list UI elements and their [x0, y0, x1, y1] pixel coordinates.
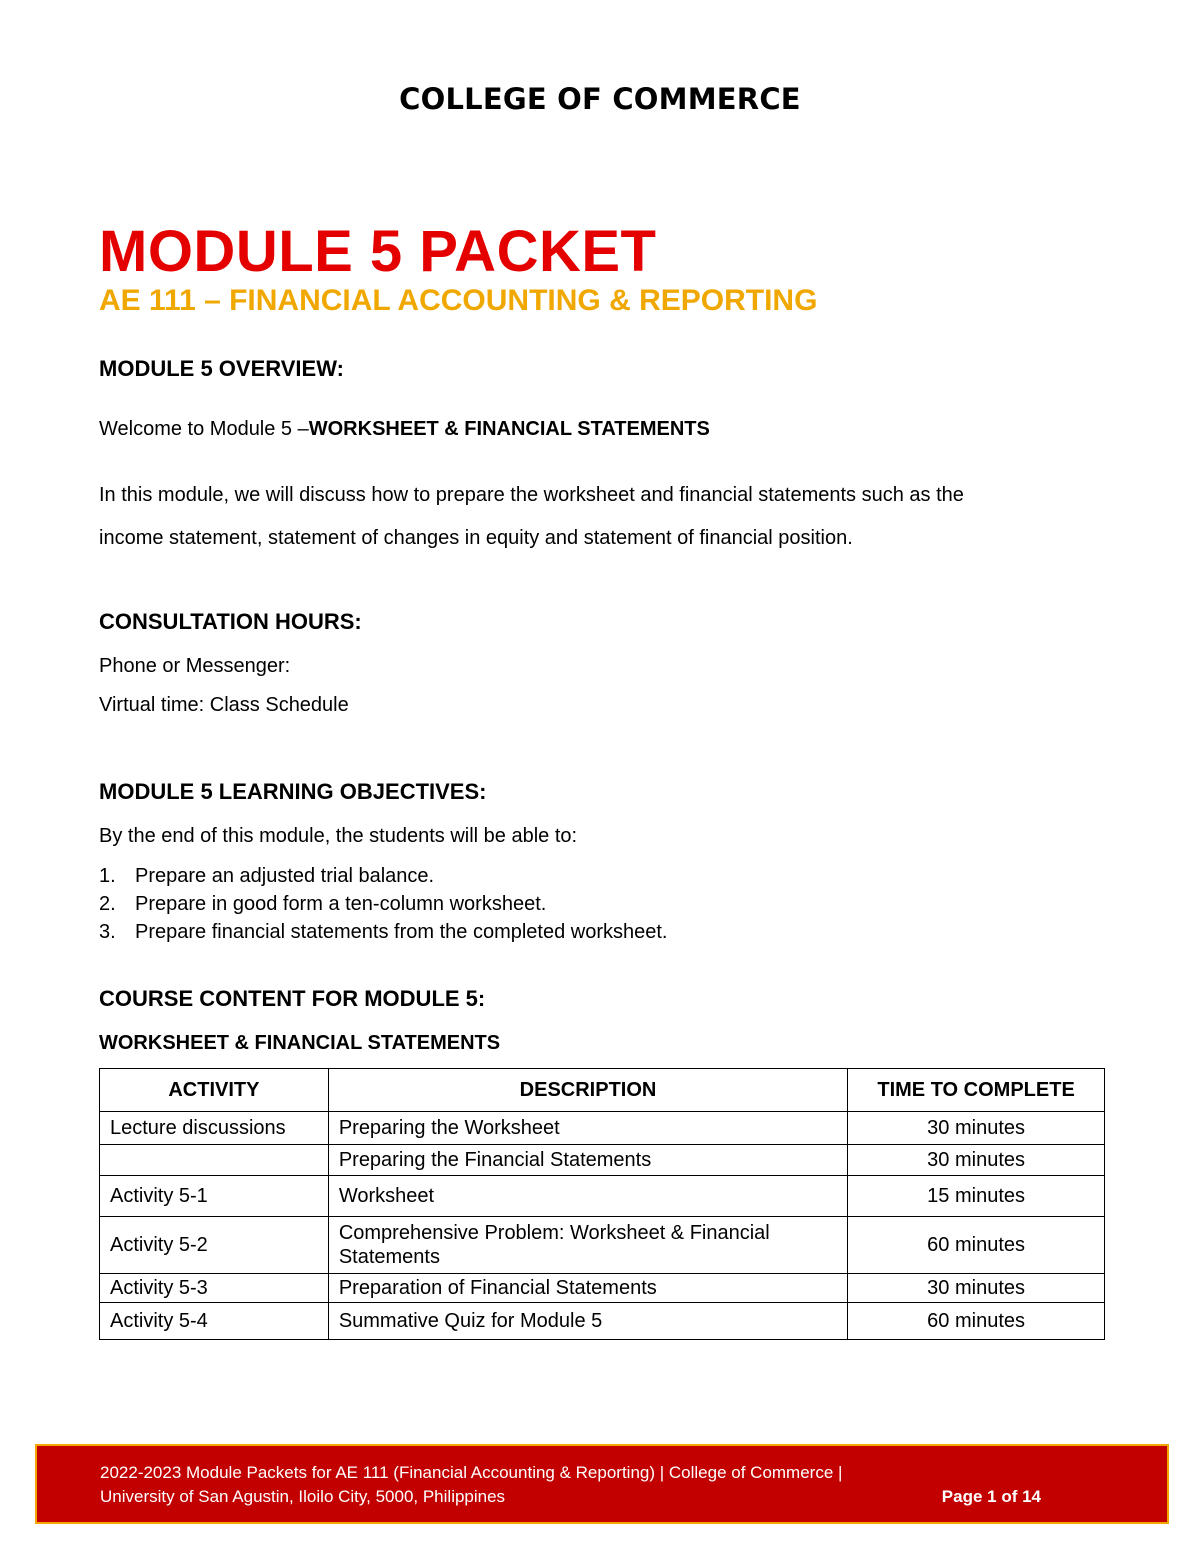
activities-table — [99, 1068, 1105, 1340]
overview-welcome — [99, 418, 710, 441]
column-header-activity: ACTIVITY — [100, 1069, 329, 1112]
cell-description: Summative Quiz for Module 5 — [328, 1303, 847, 1340]
table-row — [100, 1112, 1105, 1145]
course-title: AE 111 – FINANCIAL ACCOUNTING & REPORTING — [99, 284, 818, 317]
cell-activity: Activity 5-3 — [100, 1274, 329, 1303]
list-item-text: Prepare in good form a ten-column worksheet. — [135, 893, 547, 915]
cell-time: 15 minutes — [848, 1176, 1105, 1217]
college-header: COLLEGE OF COMMERCE — [399, 82, 801, 116]
list-item-text: Prepare an adjusted trial balance. — [135, 865, 435, 887]
objectives-intro: By the end of this module, the students will be able to: — [99, 825, 578, 847]
cell-activity: Lecture discussions — [100, 1112, 329, 1145]
cell-time: 60 minutes — [848, 1303, 1105, 1340]
page-number: Page 1 of 14 — [941, 1487, 1041, 1506]
list-item-number: 2. — [99, 893, 116, 915]
table-row — [100, 1176, 1105, 1217]
content-heading: COURSE CONTENT FOR MODULE 5: — [99, 986, 486, 1011]
table-row — [100, 1145, 1105, 1176]
welcome-topic: WORKSHEET & FINANCIAL STATEMENTS — [308, 418, 710, 440]
list-item — [99, 918, 667, 946]
list-item-text: Prepare financial statements from the completed worksheet. — [135, 921, 668, 943]
consultation-virtual: Virtual time: Class Schedule — [99, 694, 349, 716]
table-row — [100, 1217, 1105, 1274]
overview-heading: MODULE 5 OVERVIEW: — [99, 356, 344, 381]
consultation-heading: CONSULTATION HOURS: — [99, 609, 362, 634]
cell-activity — [100, 1145, 329, 1176]
consultation-phone: Phone or Messenger: — [99, 655, 291, 677]
table-header-row — [100, 1069, 1105, 1112]
content-subheading: WORKSHEET & FINANCIAL STATEMENTS — [99, 1032, 501, 1054]
cell-time: 30 minutes — [848, 1145, 1105, 1176]
cell-activity: Activity 5-2 — [100, 1217, 329, 1274]
footer-line2: University of San Agustin, Iloilo City, 5000, Philippines — [100, 1487, 506, 1506]
table-row — [100, 1274, 1105, 1303]
cell-activity: Activity 5-4 — [100, 1303, 329, 1340]
cell-time: 30 minutes — [848, 1274, 1105, 1303]
objectives-list — [99, 862, 667, 946]
overview-description-line2: income statement, statement of changes in equity and statement of financial position. — [99, 527, 853, 549]
cell-description: Preparing the Worksheet — [328, 1112, 847, 1145]
column-header-description: DESCRIPTION — [328, 1069, 847, 1112]
overview-description-line1: In this module, we will discuss how to prepare the worksheet and financial statements such as the — [99, 484, 964, 506]
list-item-number: 3. — [99, 921, 116, 943]
welcome-prefix: Welcome to Module 5 – — [99, 418, 309, 440]
cell-activity: Activity 5-1 — [100, 1176, 329, 1217]
list-item-number: 1. — [99, 865, 116, 887]
cell-time: 60 minutes — [848, 1217, 1105, 1274]
cell-description: Worksheet — [328, 1176, 847, 1217]
column-header-time: TIME TO COMPLETE — [848, 1069, 1105, 1112]
footer-line1: 2022-2023 Module Packets for AE 111 (Financial Accounting & Reporting) | College of Commerce | — [100, 1463, 843, 1482]
cell-time: 30 minutes — [848, 1112, 1105, 1145]
cell-description: Comprehensive Problem: Worksheet & Financial Statements — [328, 1217, 847, 1274]
table-row — [100, 1303, 1105, 1340]
objectives-heading: MODULE 5 LEARNING OBJECTIVES: — [99, 779, 487, 804]
cell-description: Preparing the Financial Statements — [328, 1145, 847, 1176]
module-title: MODULE 5 PACKET — [99, 219, 657, 284]
list-item — [99, 862, 667, 890]
cell-description: Preparation of Financial Statements — [328, 1274, 847, 1303]
list-item — [99, 890, 667, 918]
page-footer — [35, 1444, 1169, 1524]
